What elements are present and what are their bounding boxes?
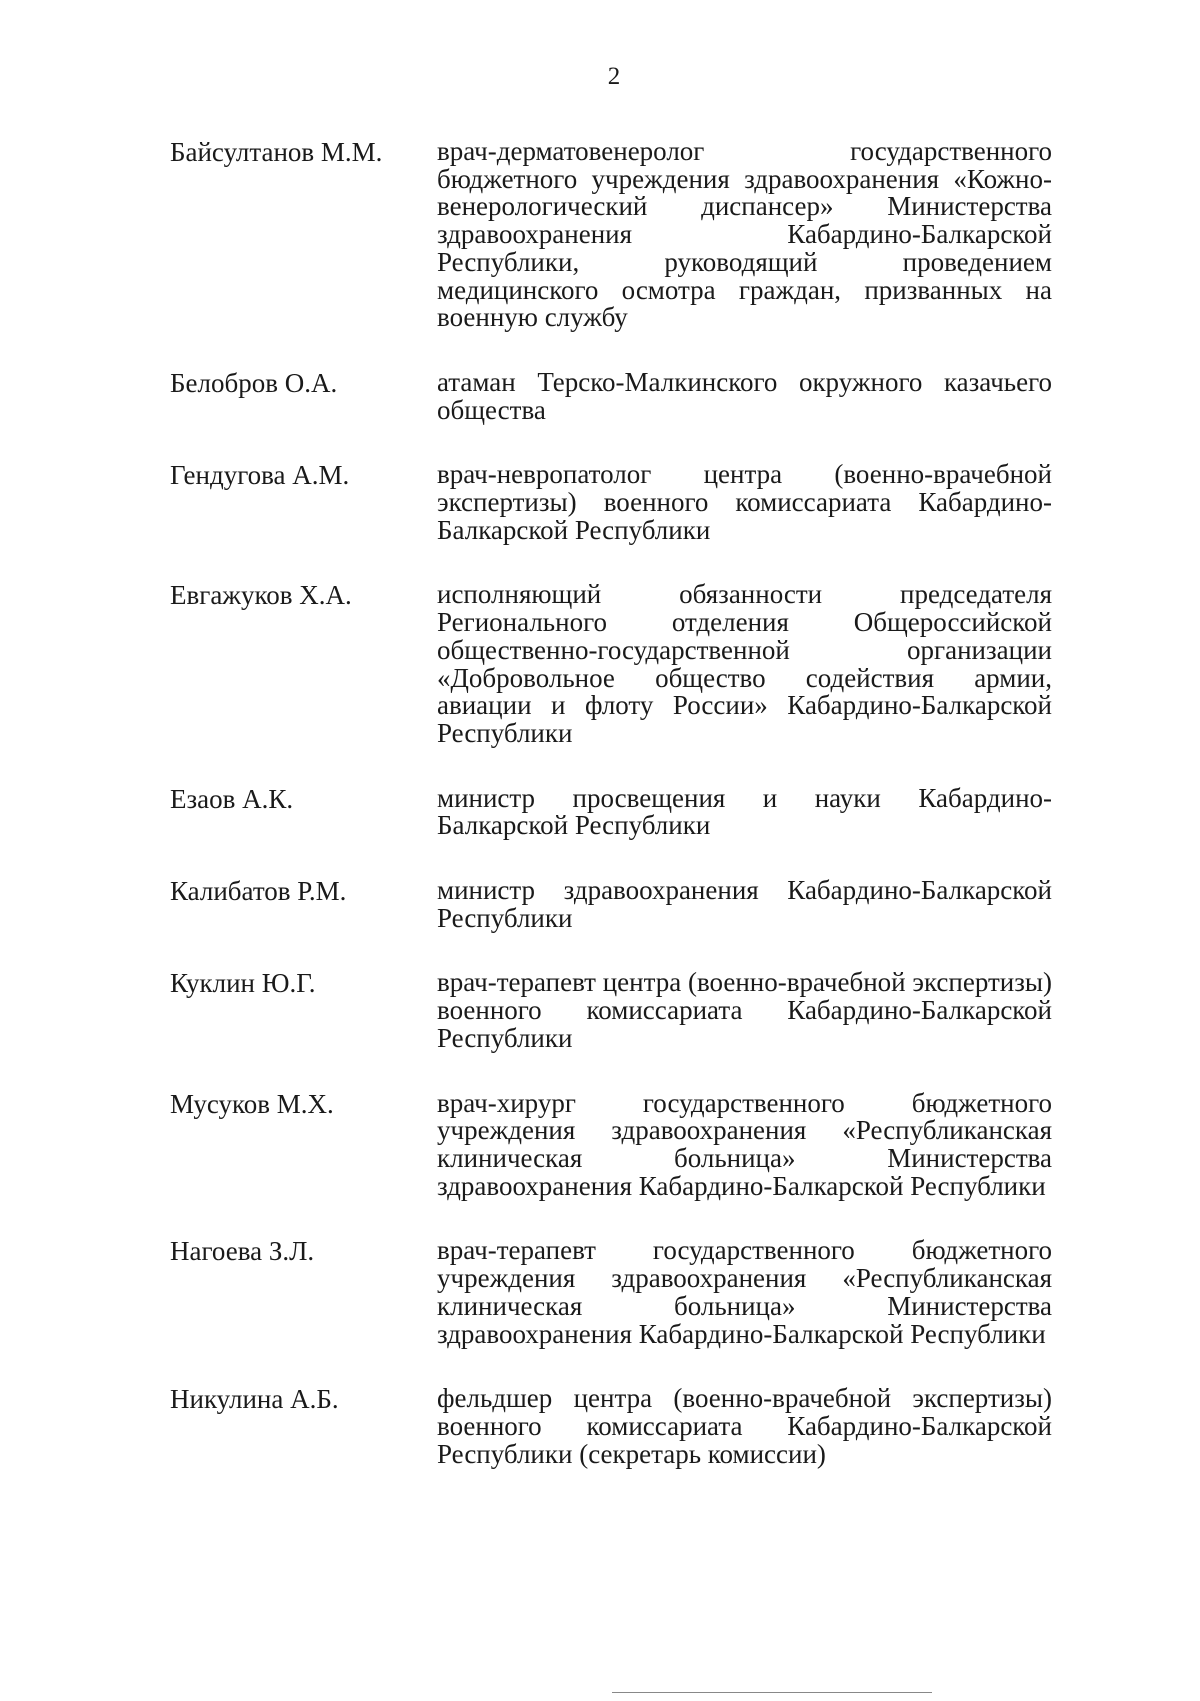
member-name: Евгажуков Х.А. — [170, 580, 352, 611]
position-line: исполняющий обязанности председателя — [437, 579, 1052, 610]
position-line: Кабардино-Балкарской Республики — [437, 690, 1052, 748]
position-line: Регионального отделения Общероссийской — [437, 607, 1052, 638]
member-name: Байсултанов М.М. — [170, 137, 383, 167]
member-position — [437, 1087, 1052, 1201]
position-line: учреждения здравоохранения «Республиканская — [437, 1263, 1052, 1294]
member-entry — [170, 138, 1052, 332]
position-line: учреждения здравоохранения «Республиканская — [437, 1115, 1052, 1146]
position-line: врач-терапевт государственного бюджетного — [437, 1235, 1052, 1266]
position-line: общества — [437, 394, 546, 425]
bottom-divider-line — [612, 1692, 932, 1693]
position-line: Республики — [437, 902, 573, 933]
position-line: министр просвещения и науки — [437, 782, 881, 813]
position-line: общественно-государственной организации — [437, 634, 1052, 665]
position-line: Республики (секретарь комиссии) — [437, 1438, 826, 1469]
position-line: Кабардино-Балкарской Республики — [437, 995, 1052, 1053]
member-entry — [170, 877, 1052, 932]
member-position — [437, 877, 1052, 932]
position-line: Кабардино-Балкарской Республики — [437, 782, 1053, 841]
position-line: Министерства здравоохранения — [437, 191, 1052, 250]
member-entry — [170, 969, 1052, 1052]
member-position — [437, 1385, 1052, 1468]
position-line: клиническая больница» Министерства — [437, 1142, 1052, 1173]
position-line: здравоохранения Кабардино-Балкарской — [437, 1318, 904, 1349]
position-line: Кабардино-Балкарской Республики, руководящий — [437, 219, 1052, 277]
position-line: министр здравоохранения Кабардино-Балкарской — [437, 875, 1052, 906]
member-entry — [170, 581, 1052, 747]
member-name: Никулина А.Б. — [170, 1384, 339, 1415]
member-entry — [170, 782, 1053, 841]
member-name: Белобров О.А. — [170, 367, 338, 398]
position-line: клиническая больница» Министерства — [437, 1290, 1052, 1321]
position-line: атаман Терско-Малкинского окружного казачьего — [437, 366, 1052, 397]
position-line: проведением медицинского осмотра граждан, — [437, 246, 1052, 305]
position-line: экспертизы) военного комиссариата — [437, 967, 1053, 1026]
member-entry — [170, 1385, 1052, 1468]
member-position — [437, 461, 1052, 544]
member-position — [437, 581, 1052, 747]
position-line: авиации и флоту России» — [437, 690, 768, 721]
position-line: Республики — [910, 1318, 1046, 1349]
position-line: врач-невропатолог центра (военно-врачебной — [437, 459, 1052, 490]
position-line: экспертизы) военного комиссариата — [437, 487, 892, 518]
position-line: здравоохранения Кабардино-Балкарской — [437, 1170, 904, 1201]
position-line: «Кожно-венерологический диспансер» — [437, 163, 1052, 222]
commission-members-list — [170, 138, 1052, 1505]
position-line: фельдшер центра (военно-врачебной экспертизы) — [437, 1383, 1052, 1414]
position-line: врач-дерматовенеролог государственного — [437, 136, 1052, 166]
member-entry — [170, 366, 1052, 425]
member-entry — [170, 1237, 1052, 1348]
position-line: врач-хирург государственного бюджетного — [437, 1087, 1052, 1118]
position-line: призванных на военную службу — [437, 274, 1052, 333]
member-position — [437, 138, 1052, 332]
member-position — [437, 969, 1052, 1052]
member-name: Мусуков М.Х. — [170, 1088, 334, 1119]
member-entry — [170, 1087, 1052, 1201]
position-line: врач-терапевт центра (военно-врачебной — [437, 967, 906, 998]
member-name: Гендугова А.М. — [170, 460, 350, 491]
position-line: военного комиссариата Кабардино-Балкарской — [437, 1410, 1052, 1441]
position-line: Кабардино-Балкарской Республики — [437, 487, 1052, 545]
member-name: Калибатов Р.М. — [170, 876, 347, 907]
member-entry — [170, 461, 1052, 544]
position-line: бюджетного учреждения здравоохранения — [437, 163, 940, 194]
member-position — [437, 366, 1052, 425]
position-line: Республики — [910, 1170, 1046, 1201]
position-line: «Добровольное общество содействия армии, — [437, 662, 1052, 693]
page-number: 2 — [607, 63, 621, 90]
member-name: Езаов А.К. — [170, 783, 294, 814]
member-position — [437, 782, 1053, 841]
member-position — [437, 1237, 1052, 1348]
member-name: Нагоева З.Л. — [170, 1236, 315, 1267]
member-name: Куклин Ю.Г. — [170, 968, 316, 999]
